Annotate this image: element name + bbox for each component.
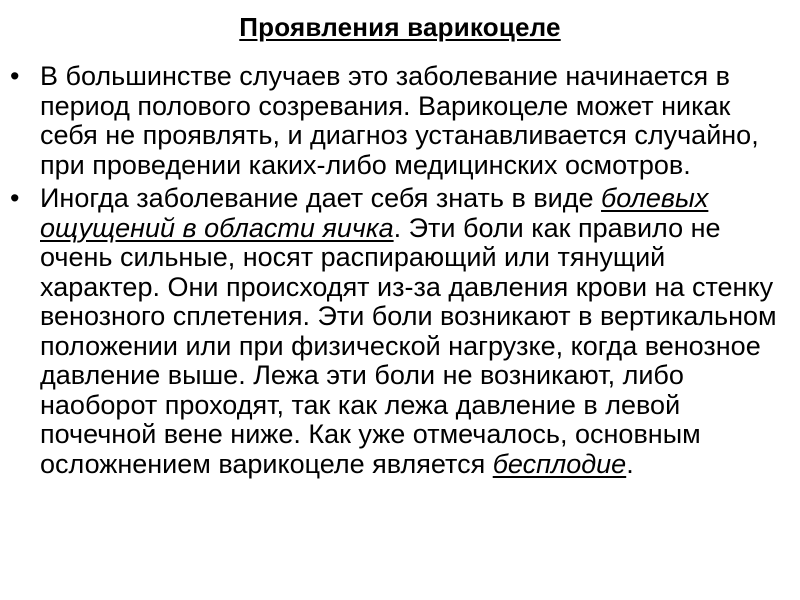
slide-title: Проявления варикоцеле	[239, 12, 561, 42]
bullet-item-1	[10, 62, 790, 180]
bullet-dot-icon: •	[10, 183, 20, 213]
bullet-text-1: В большинстве случаев это заболевание начинается в период полового созревания. Варикоцеле может никак себя не проявлять, и диагноз устанавливается случайно, при проведении каких-либо медицинских осмотров.	[40, 61, 759, 180]
emphasis-pain-location: болевых ощущений в области яичка	[40, 183, 709, 243]
bullet-dot-icon: •	[10, 61, 20, 91]
bullet-text-2-start: Иногда заболевание дает себя знать в виде	[40, 183, 602, 213]
emphasis-infertility: бесплодие	[492, 448, 627, 479]
bullet-text-2-middle: . Эти боли как правило не очень сильные, носят распирающий или тянущий характер. Они происходят из-за давления крови на стенку венозного сплетения. Эти боли возникают в вертикальном положении или при физической нагрузке, когда венозное давление выше. Лежа эти боли не возникают, либо наоборот проходят, так как лежа давление в левой почечной вене ниже. Как уже отмечалось, основным осложнением варикоцеле является	[40, 212, 777, 479]
bullet-list	[10, 62, 790, 483]
bullet-item-2	[10, 184, 790, 479]
bullet-text-2-end: .	[626, 448, 634, 479]
